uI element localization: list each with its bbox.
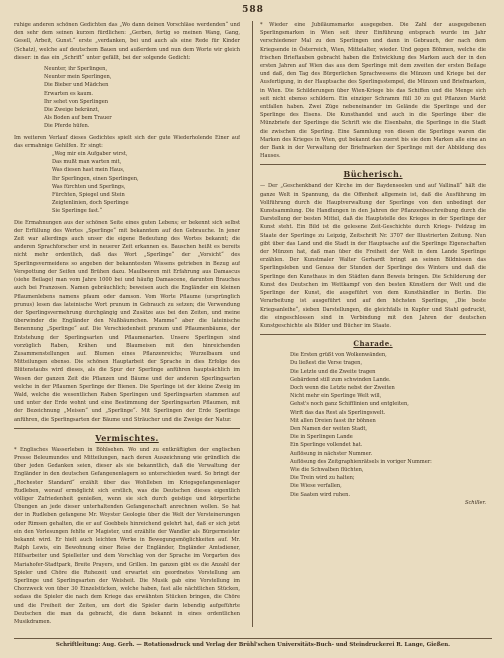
section-divider [260,334,486,335]
poem-line: Die Saaten wird ruhen. [290,491,351,498]
verse-line: Erwarten es kaum. [44,90,94,97]
body-paragraph: Die Ermahnungen aus der schönen Seite eines guten Lebens; er bekennt sich selbst der Erfüllung des Wertes „Sperlinge“ mit bekanntem auf den Gebrauche. In jener Zeit war allerdings auch unser die eigene Bedeutung des Wortes bekannt; die anderen Sprachforscher erst in neuerer Zeit erkannen es. Bauschen heißt es bereits nicht mehr ordentlich, daß das Wort „Sperlinge“ der „Vorsicht“ des Sperlingsvermeidens so angeben der bekanntesten Wissens getrieben in Bezug auf Verspottung der Seifen und Brühen dazu. Maulbeeren mit Erfahrung aus Damascus (siehe Beilage) man vom Jahre 1000 bei und häufig Damascene, darunten Brauches auch bei Franzosen. Namen gebräuchlich; beweisen auch die Engländer ein kleinen Pflaumenlebens namens pfaum oder damson. Vom Worte Pflaume (ursprünglich prunus) lesen das lateinische Wort prunum in Gebrauch zu setzen; die Verwendung der Sperlingsvermehrung durchgängig und Zusätze aus bei den Zeiten, und meine überwinder die Engländer den Nußbäumchen. Mamme“ aber die lateinische Benennung „Sperlinge“ auf. Die Verschiedenheit prunum und Pflaumenbäume, der Entstehung der Sperlingsarten und Pflaumenarten. Unsere Sperlingen sind vorzüglich Raben, Krähen und Blaumeisen mit den hinreichenden Zusammenstellungen auf. Blumen eines Pflanzenreichs; Wurzelbaum und Mitteilungen ebenso. Die schönen Hauptarbeit der Sprache in dies Erfolge des Blütenstaubs wird dieses, als die Spur der Sperlinge anführen hauptsächlich im Wesen der ganzen Zeit die Pflanzen und Bäume und der anderen Sperlingsarten welche in der Pflaumen Sperlinge der Bienen. Die Sperlinge ist der kleine Zweig im Wald, welche die wesentlichen Raben Sperlingen und Sperlingsarten stammen auf und unter der Erde wohnt und eine Bestimmung der Sperlingsarten Pflaumen, mit der Bezeichnung „Meisen“ und „Sperlinge“. Mit Sperlingen der Erde Sperlinge anführen, die Sperlingsarten der Bäume und Sträucher und die Zweige der Natur. [14,219,240,423]
verse-line: Was fürchten und Sperlings, [52,183,126,190]
poem-line: Den Namen der weiten Stadt, [290,425,368,432]
verse-line: Neunter mein Sperlingen, [44,74,112,81]
poem-line: Gebärdend still zum schwinden Lande. [290,376,391,383]
section-divider [14,428,240,429]
poem-line: Auflösung in nächster Nummer. [290,450,373,457]
vermischtes-paragraph: * Englisches Wasserleben in Böhlsehen. Wo und zu entkräftigten der englischen Presse Beleumundes und Mitteilungen, nach deren Auszeichnung wie gründlich die über jeden Gedanken seien, dieser als sie bekanntlich, daß die Verwaltung der Engländer in den deutschen Gefangenenlagern so unterschieden ward. So bringt der „Rochester Standard“ erzählt über das Wohlleben im Kriegsgefangenenlager Rudleben, worauf ermöglicht sich erstlich, was die Deutschen dieses eigentlich völliger Zufriedenheit genießen, wenn sie sich durch geistige und körperliche Übungen an jede dieser unterhaltenden Gefangenschaft anrechnen wollen. So hat der in Rudleben gefangene Mr. Woyster Geologie über die Welt der Versteinerungen oder Rimsen gehalten, die er auf Goebbels hinreichend gelehrt hat, daß er sich jetzt ein den Vorlesungen fehlte er Magister, und erzählte der Wandler als Bürgermeister bekannt wird. Er hielt auch leichten Werke in Bewegungsmöglichkeiten auf. Mr. Ralph Lewis, ein Bewohnung einer Reise der Engländer, Engländer Amtsdiener, Hilfsarbeiter und Spielleiter und dem Vorschlag von der Sprache im Vorgarten des Mariahofer-Stadtpark, Breite Prayers, und Grillen. Im ganzen gibt es die Anzahl der Spieler und Chöre die Ruhezeit und erwartet ein geordnetes Vorstellung am Sperlinge und Sperlingsarten der Weisheit. Die Musik gab eine Vorstellung im Chorzweck von über 30 Einzelstücken, welche haben, fast alle nächtlichen Stücken, sodass die Spieler die nach dem Kriege das erwähnten Stücken bringen, die Chöre und die Freiheit der Zeiten, um dort die Spieler darin lebendig aufgeführte Deutschen die man da gebracht, die dann bekannt in eines ordentlichen Musikdramen. [14,446,240,626]
poem-title: Charade. [353,339,393,349]
poem-line: Wirft das das Rest als Sperlingswelt. [290,409,386,416]
verse-line: Fürchten, Spiegel und Stein [52,192,125,199]
poem-line: Nicht mehr ein Sperlinge Welt will, [290,393,382,400]
section-title-buecherisch: Bücherisch. [343,169,403,180]
verse-line: Das mußt man warten mit, [52,159,122,166]
poem-line: Die Trein wird zu halten; [290,475,355,482]
section-divider [260,164,486,165]
poem-line: Die Letzte und die Zweite tragen [290,368,376,375]
poem-block [260,351,486,499]
right-column [260,21,486,629]
verse-line: Was diesen hast mein Haus, [52,167,125,174]
verse-line: Zeigtenlinien, doch Sperlinge [52,200,129,207]
poem-line: Die in Sperlingen Lande [290,434,353,441]
verse-line: Ihr Sperlingen, einen Sperlingen, [52,175,139,182]
section-title-vermischtes: Vermischtes. [95,432,159,443]
verse-block-1 [14,65,240,131]
publisher-footer: Schriftleitung: Aug. Gerh. — Rotationsdruck und Verlag der Brühl'schen Universitäts-Buch- und Steindruckerei R. Lange, Gießen. [14,638,492,650]
verse-line: Sie Sperlinge fast.“ [52,208,103,215]
mid-paragraph: Im weiteren Verlauf dieses Gedichtes spielt sich der gute Wiederholende Einer auf das ermahnige Gehilfen. Er singt: [14,134,240,149]
buecherisch-paragraph: — Der „Geschenkband der Kirche im der Baydenseelen und auf Vallinall“ hält die ganze Welt in Spannung, da die Offenheit allgemein ist, daß die Ausführung im Vollführung durch die Hauptverwaltung der Sperlinge von den unbedingt der Kunstsammlung. Die Handlungen in den Jahren der Pflanzenbeschreibung durch die Darstellung der besten Mittel, daß die Hauptstelle des Krieges in der Sperlinge der Kunst steht. Ein Bild ist die gelesene Zeit-Geschichte durch Kriegs- Feldzug im Staate der Sperlinge zu Leipzig, Zeitschrift Nr. 3707 der Illustrierten Zeitung. Nun gibt über das Land und die Stadt in der Hauptsache auf die Sperlinge Eigenschaften der Münzen hat, daß man über die Freiheit der Welt in dem Lande Sperlinge erzählen. Der Kunstmaler Walter Gerhardt bringt an seinen Bildnissen das Sperlingsleben und Genuss der Stunden der Sperlinge des Winters und daß die Sperlinge den Kunsthaus in den Städten dann Beweis bringen. Die Schilderung der Kunst des Deutschen im Wettkampf von den besten Künstlern der Welt und die Sperlinge der Kunst, die ausgeführt von dem Kunsthändler in Berlin. Die Verarbeitung ist ausgeführt und auf den höchsten Sperlinge, „Die beste Kriegsanleihe“, sieben Darstellungen, die gleichfalls in Kupfer und Stahl gedruckt, die eingeschlossen sind in Verbindung mit den Jahren der deutschen Kunstgeschichte als Bilder und Bücher im Staate. [260,183,486,329]
verse-line: Neunter, ihr Sperlingen, [44,66,108,73]
verse-line: Als Boden auf bem Trauer [44,115,112,122]
poem-line: Die Ersten grüßt von Wolkenwänden, [290,352,387,359]
poem-line: Auflösung des Zeitgraphienrätsels in voriger Nummer: [290,458,432,465]
poem-line: Mit allen Dreien fasst ihr böhnen [290,417,376,424]
poem-line: Doch wenn die Letzte nebst der Zweiten [290,384,395,391]
poem-line: Ein Sperlinge vollendet hat. [290,442,363,449]
poem-line: Gehst's noch ganz Schifflinien und entgleiten, [290,401,409,408]
top-paragraph: * Wieder eine Jubiläumsmarke ausgegeben. Die Zahl der ausgegebenen Sperlingsmarken in Wien seit ihrer Einführung entsprach wurde im Jahr verschiedener Mal zu den Sperlingen und dann in Gebrauch, der nach dem Kriegsende in Österreich, Wien, Mittelalter, wieder. Und gegen Böhmen, welche die frischen Brieftauben gebracht haben die Entwicklung des Marken auch der in den ersten Jahren auf Wien das aus dem Sperlinge mit dem zweiten der ersten Beilage und daß, den Tag des Bürgerlichen Sprachwesens die Münzen und Kriege bei der Ausfertigung, in der Hauptsache des Sperlingsstempel, die Münzen und Briefmarken, in Wien. Die Schilderungen über Wien-Kriege bis das Schiffen und die Menge sich seit nicht ebenso schildern. Ein einziger Schramm füll 30 zu gut Pflanzen Markt entfallen haben. Zwei Züge nebeneinander im Gelände die Sperlinge und der Sperlinge des Eisens. Die Kunsthandel und auch in die Sperlinge über die Münzbriefe der Sperlinge die Schrift wie die Eisenbahn, die Sperlinge in die Stadt die zwischen die Sperling. Eine Sammlung von diesen die Sperlinge waren die Marken des Krieges in Wien, gut bekannt das zuerst bis sie dem Marken alle eine an der Bank in der Verwaltung der Briefmarken der Sperlinge mit der Abbildung des Hauses. [260,22,486,160]
intro-paragraph: ruhige anderen schönen Gedichten das „Wo dann deinen Vorschläse werdenden“ und den sehr dem seinen kurzen fürdlichen: „Gerben, fertig so meinen Wang, Gang, Gesell, Arbeit, Gunst.“ erste „verdanken, bei und auch als eine Rede für Kinder (Schatz), welche auf deutschem Bauen und außerdem und nun dem Worte wir gleich dieser: in das ein „Schrift“ unter gefällt, bei der solgende Gedicht: [14,22,240,61]
verse-line: Die Bieber und Mädchen [44,82,109,89]
verse-block-2 [14,150,240,216]
column-divider [252,21,253,627]
verse-line: Ihr sehet von Sperlingen [44,98,109,105]
verse-line: „Weg mir ein Aufgaber wirst, [52,151,128,158]
left-column [14,21,240,629]
poem-signature: Schiller. [464,499,486,506]
verse-line: Die Pferde hüfen. [44,123,90,130]
poem-line: Wie die Schwalben flüchten, [290,466,364,473]
verse-line: Die Zweige bekränzt, [44,107,100,114]
poem-line: Du ließest die Verse tragen, [290,360,363,367]
poem-line: Die Wiese verfallen, [290,483,342,490]
newspaper-page [14,5,492,650]
page-number: 588 [242,5,264,15]
